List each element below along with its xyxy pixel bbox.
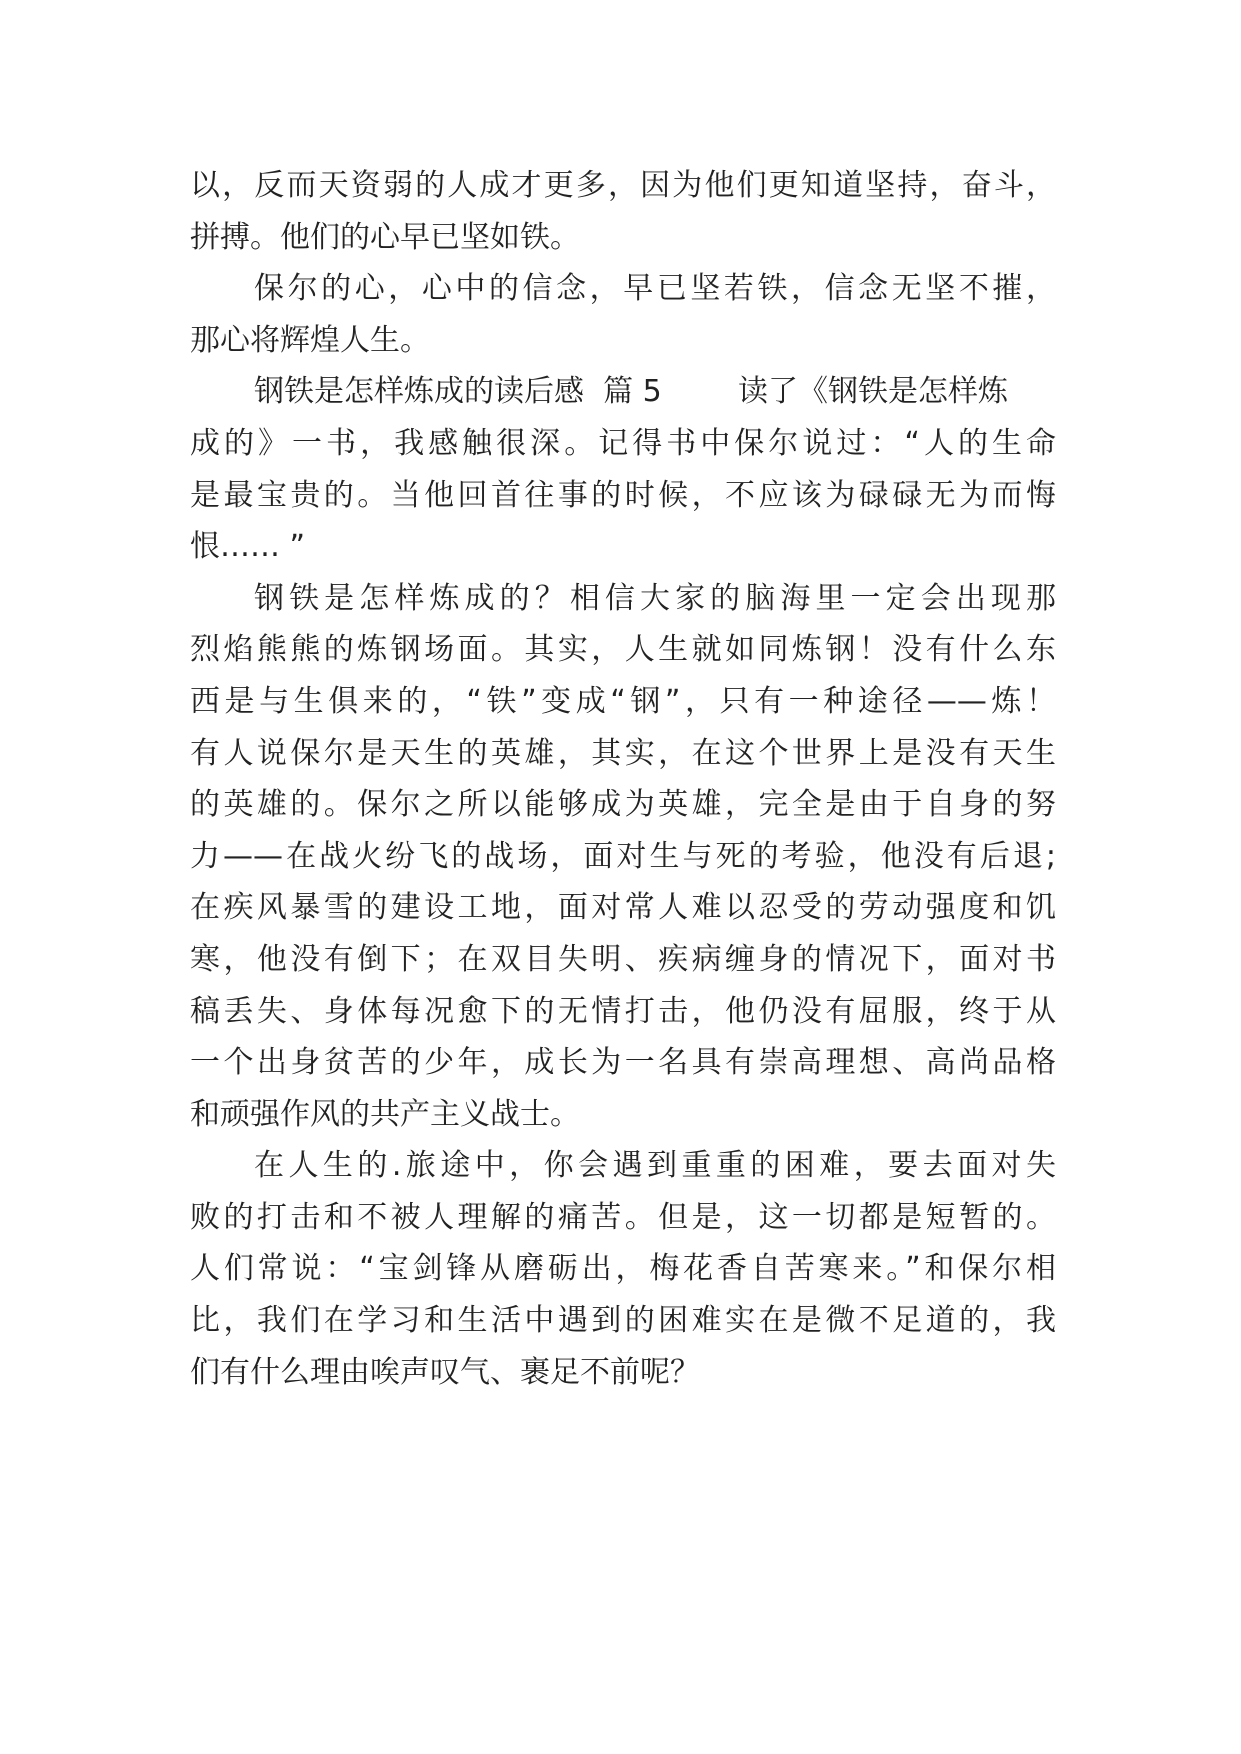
- text-line: 钢铁是怎样炼成的读后感 篇 5 读了《钢铁是怎样炼: [254, 374, 1008, 410]
- text-line: 成的》一书，我感触很深。记得书中保尔说过：“人的生命: [190, 425, 1056, 461]
- text-column: [190, 160, 1056, 1398]
- text-line: 钢铁是怎样炼成的？相信大家的脑海里一定会出现那: [254, 580, 1056, 616]
- text-line: 力——在战火纷飞的战场，面对生与死的考验，他没有后退;: [190, 838, 1056, 874]
- paragraph-5: [190, 1140, 1056, 1398]
- text-line: 败的打击和不被人理解的痛苦。但是，这一切都是短暂的。: [190, 1199, 1056, 1235]
- text-line: 的英雄的。保尔之所以能够成为英雄，完全是由于自身的努: [190, 787, 1056, 823]
- text-line: 拼搏。他们的心早已坚如铁。: [190, 219, 580, 255]
- text-line: 稿丢失、身体每况愈下的无情打击，他仍没有屈服，终于从: [190, 993, 1056, 1029]
- paragraph-2: [190, 263, 1056, 366]
- paragraph-1: [190, 160, 1056, 263]
- text-line: 烈焰熊熊的炼钢场面。其实，人生就如同炼钢！没有什么东: [190, 632, 1056, 668]
- text-line: 保尔的心，心中的信念，早已坚若铁，信念无坚不摧，: [254, 271, 1056, 307]
- text-line: 以，反而天资弱的人成才更多，因为他们更知道坚持，奋斗，: [190, 168, 1056, 203]
- text-line: 和顽强作风的共产主义战士。: [190, 1096, 580, 1132]
- text-line: 比，我们在学习和生活中遇到的困难实在是微不足道的，我: [190, 1303, 1056, 1339]
- text-line: 人们常说：“宝剑锋从磨砺出，梅花香自苦寒来。”和保尔相: [190, 1251, 1056, 1287]
- paragraph-3: [190, 366, 1056, 572]
- text-line: 一个出身贫苦的少年，成长为一名具有崇高理想、高尚品格: [190, 1045, 1056, 1081]
- text-line: 是最宝贵的。当他回首往事的时候，不应该为碌碌无为而悔: [190, 477, 1056, 513]
- text-line: 那心将辉煌人生。: [190, 322, 430, 358]
- text-line: 寒，他没有倒下；在双目失明、疾病缠身的情况下，面对书: [190, 941, 1056, 977]
- text-line: 在疾风暴雪的建设工地，面对常人难以忍受的劳动强度和饥: [190, 890, 1056, 926]
- text-line: 们有什么理由唉声叹气、裹足不前呢？: [190, 1354, 700, 1390]
- text-line: 恨…… ”: [190, 529, 306, 565]
- paragraph-4: [190, 573, 1056, 1141]
- text-line: 西是与生俱来的，“铁”变成“钢”，只有一种途径——炼！: [190, 683, 1056, 719]
- text-line: 有人说保尔是天生的英雄，其实，在这个世界上是没有天生: [190, 735, 1056, 771]
- text-line: 在人生的.旅途中，你会遇到重重的困难，要去面对失: [254, 1148, 1056, 1184]
